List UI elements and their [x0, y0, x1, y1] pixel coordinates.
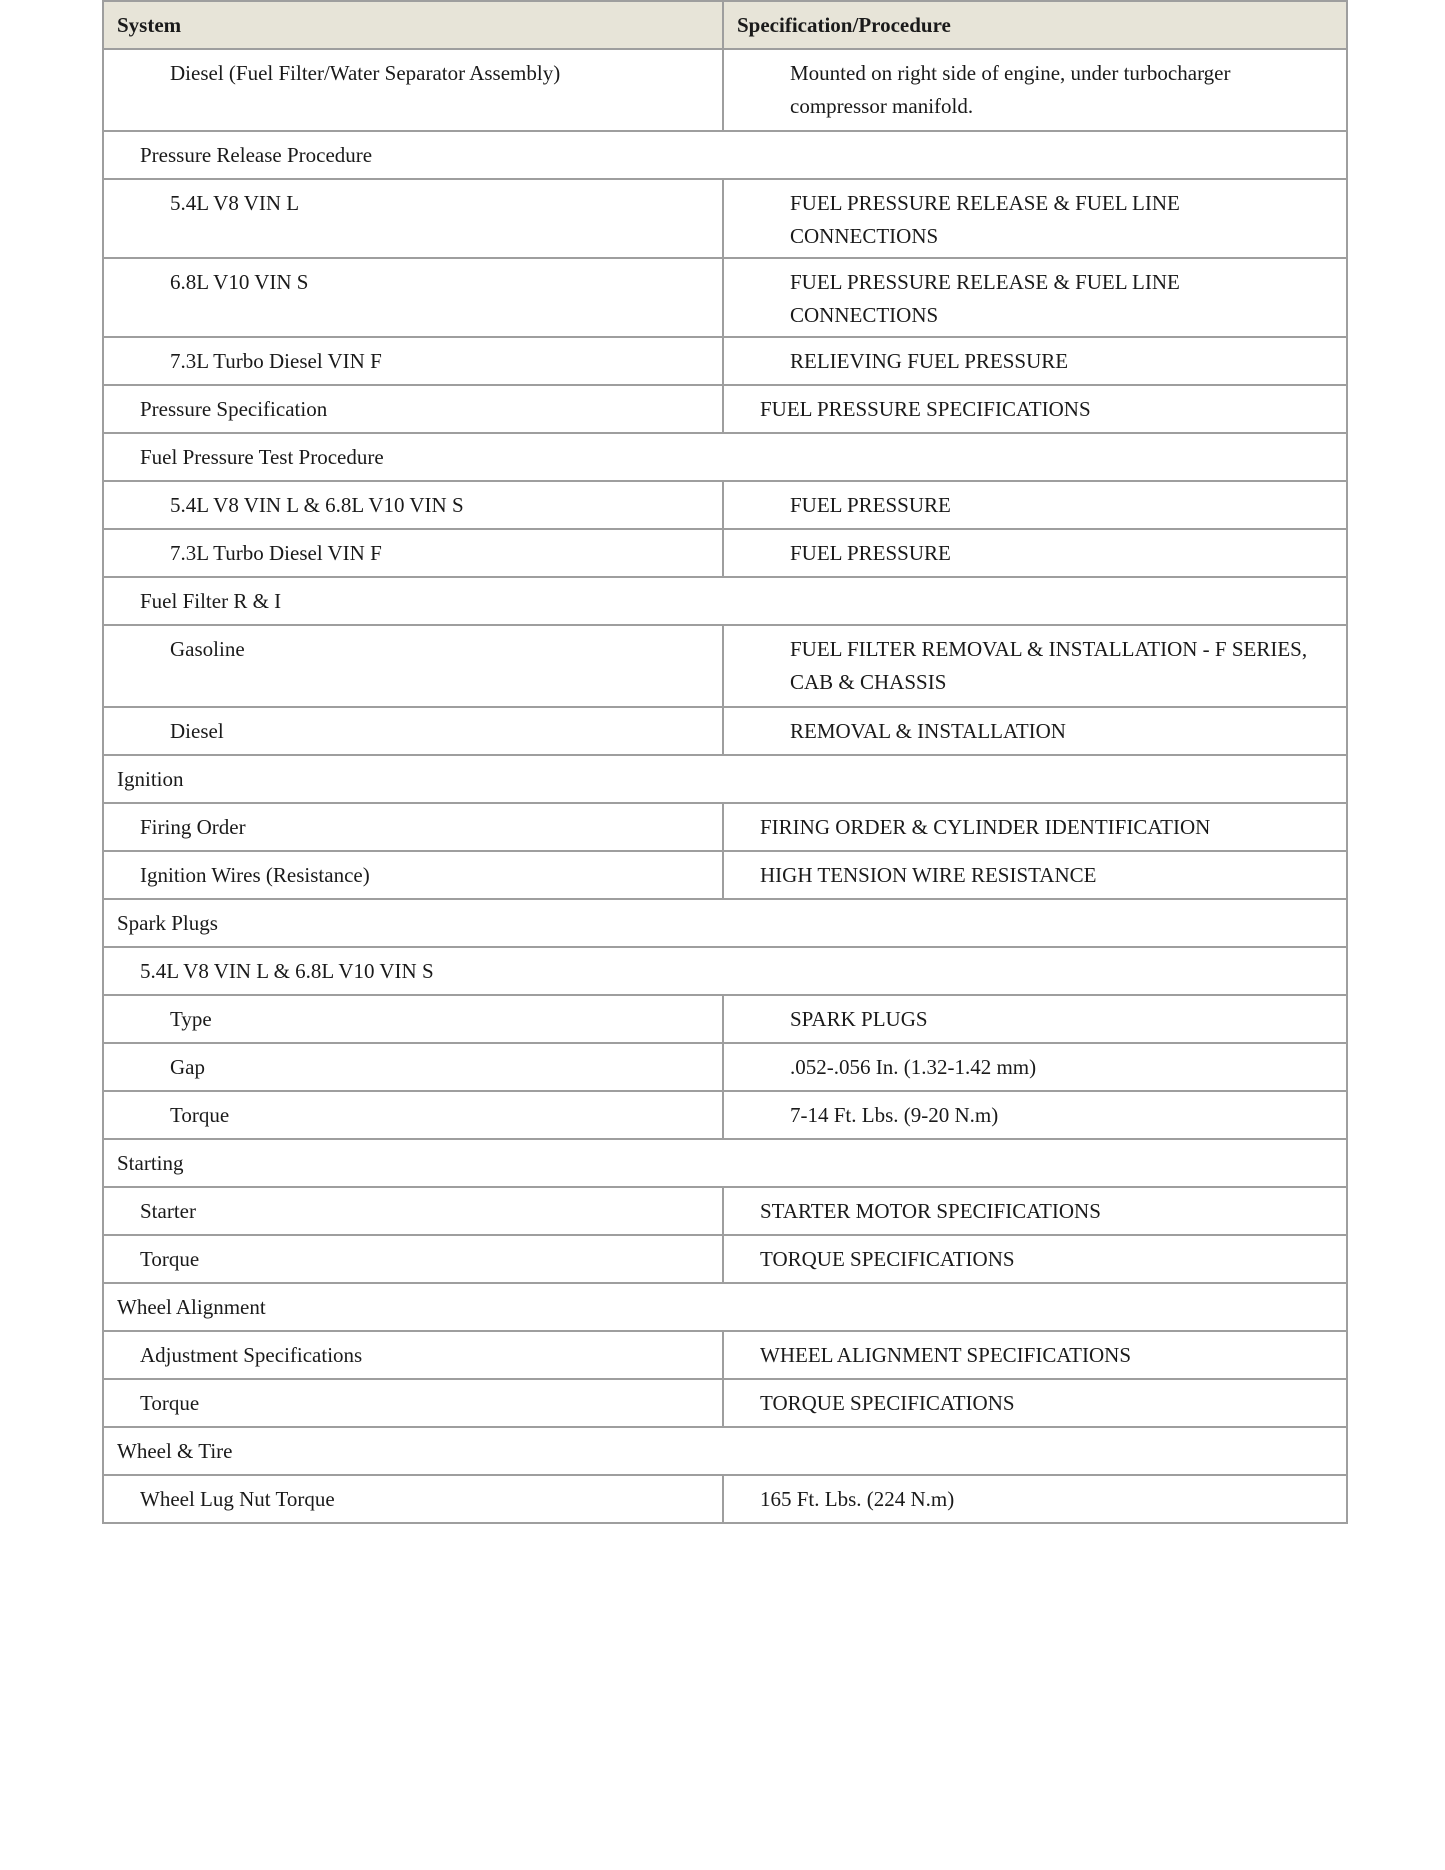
table-row	[103, 851, 1347, 899]
table-row	[103, 577, 1347, 625]
table-row	[103, 1379, 1347, 1427]
system-cell: Wheel Lug Nut Torque	[103, 1475, 723, 1523]
system-cell: Diesel	[103, 707, 723, 755]
section-heading-cell: Fuel Filter R & I	[103, 577, 1347, 625]
table-row	[103, 1091, 1347, 1139]
spec-cell: SPARK PLUGS	[723, 995, 1347, 1043]
spec-cell: FUEL PRESSURE RELEASE & FUEL LINE CONNECTIONS	[723, 258, 1347, 337]
table-row	[103, 899, 1347, 947]
section-heading-cell: Wheel & Tire	[103, 1427, 1347, 1475]
header-spec: Specification/Procedure	[723, 1, 1347, 49]
table-row	[103, 1283, 1347, 1331]
spec-cell: TORQUE SPECIFICATIONS	[723, 1235, 1347, 1283]
table-row	[103, 803, 1347, 851]
spec-cell: 7-14 Ft. Lbs. (9-20 N.m)	[723, 1091, 1347, 1139]
system-cell: Diesel (Fuel Filter/Water Separator Assembly)	[103, 49, 723, 131]
table-row	[103, 1043, 1347, 1091]
table-row	[103, 433, 1347, 481]
section-heading-cell: Ignition	[103, 755, 1347, 803]
table-row	[103, 947, 1347, 995]
spec-cell: FUEL PRESSURE	[723, 481, 1347, 529]
system-cell: 7.3L Turbo Diesel VIN F	[103, 337, 723, 385]
table-row	[103, 337, 1347, 385]
system-cell: Pressure Specification	[103, 385, 723, 433]
table-row	[103, 1427, 1347, 1475]
system-cell: 6.8L V10 VIN S	[103, 258, 723, 337]
system-cell: Firing Order	[103, 803, 723, 851]
spec-cell: HIGH TENSION WIRE RESISTANCE	[723, 851, 1347, 899]
spec-cell: .052-.056 In. (1.32-1.42 mm)	[723, 1043, 1347, 1091]
table-row	[103, 529, 1347, 577]
header-system: System	[103, 1, 723, 49]
spec-cell: FUEL PRESSURE RELEASE & FUEL LINE CONNECTIONS	[723, 179, 1347, 258]
system-cell: 5.4L V8 VIN L & 6.8L V10 VIN S	[103, 481, 723, 529]
spec-cell: FUEL PRESSURE	[723, 529, 1347, 577]
spec-cell: FIRING ORDER & CYLINDER IDENTIFICATION	[723, 803, 1347, 851]
spec-cell: 165 Ft. Lbs. (224 N.m)	[723, 1475, 1347, 1523]
spec-cell: RELIEVING FUEL PRESSURE	[723, 337, 1347, 385]
header-row	[103, 1, 1347, 49]
spec-cell: REMOVAL & INSTALLATION	[723, 707, 1347, 755]
section-heading-cell: Fuel Pressure Test Procedure	[103, 433, 1347, 481]
table-row	[103, 1475, 1347, 1523]
table-row	[103, 179, 1347, 258]
table-row	[103, 995, 1347, 1043]
table-row	[103, 625, 1347, 707]
system-cell: Gasoline	[103, 625, 723, 707]
table-row	[103, 1235, 1347, 1283]
system-cell: 5.4L V8 VIN L	[103, 179, 723, 258]
section-heading-cell: 5.4L V8 VIN L & 6.8L V10 VIN S	[103, 947, 1347, 995]
table-row	[103, 707, 1347, 755]
system-cell: Type	[103, 995, 723, 1043]
spec-cell: Mounted on right side of engine, under turbocharger compressor manifold.	[723, 49, 1347, 131]
table-row	[103, 1187, 1347, 1235]
table-row	[103, 755, 1347, 803]
table-row	[103, 1331, 1347, 1379]
system-cell: Adjustment Specifications	[103, 1331, 723, 1379]
system-cell: Ignition Wires (Resistance)	[103, 851, 723, 899]
table-row	[103, 131, 1347, 179]
system-cell: Torque	[103, 1091, 723, 1139]
specification-table	[102, 0, 1348, 1524]
section-heading-cell: Starting	[103, 1139, 1347, 1187]
spec-cell: FUEL PRESSURE SPECIFICATIONS	[723, 385, 1347, 433]
system-cell: 7.3L Turbo Diesel VIN F	[103, 529, 723, 577]
spec-cell: TORQUE SPECIFICATIONS	[723, 1379, 1347, 1427]
section-heading-cell: Wheel Alignment	[103, 1283, 1347, 1331]
table-row	[103, 258, 1347, 337]
spec-cell: FUEL FILTER REMOVAL & INSTALLATION - F SERIES, CAB & CHASSIS	[723, 625, 1347, 707]
table-row	[103, 385, 1347, 433]
table-body	[103, 49, 1347, 1523]
section-heading-cell: Pressure Release Procedure	[103, 131, 1347, 179]
system-cell: Torque	[103, 1379, 723, 1427]
table-row	[103, 1139, 1347, 1187]
table-header	[103, 1, 1347, 49]
table-row	[103, 49, 1347, 131]
table-row	[103, 481, 1347, 529]
spec-cell: WHEEL ALIGNMENT SPECIFICATIONS	[723, 1331, 1347, 1379]
system-cell: Gap	[103, 1043, 723, 1091]
section-heading-cell: Spark Plugs	[103, 899, 1347, 947]
system-cell: Starter	[103, 1187, 723, 1235]
system-cell: Torque	[103, 1235, 723, 1283]
spec-cell: STARTER MOTOR SPECIFICATIONS	[723, 1187, 1347, 1235]
